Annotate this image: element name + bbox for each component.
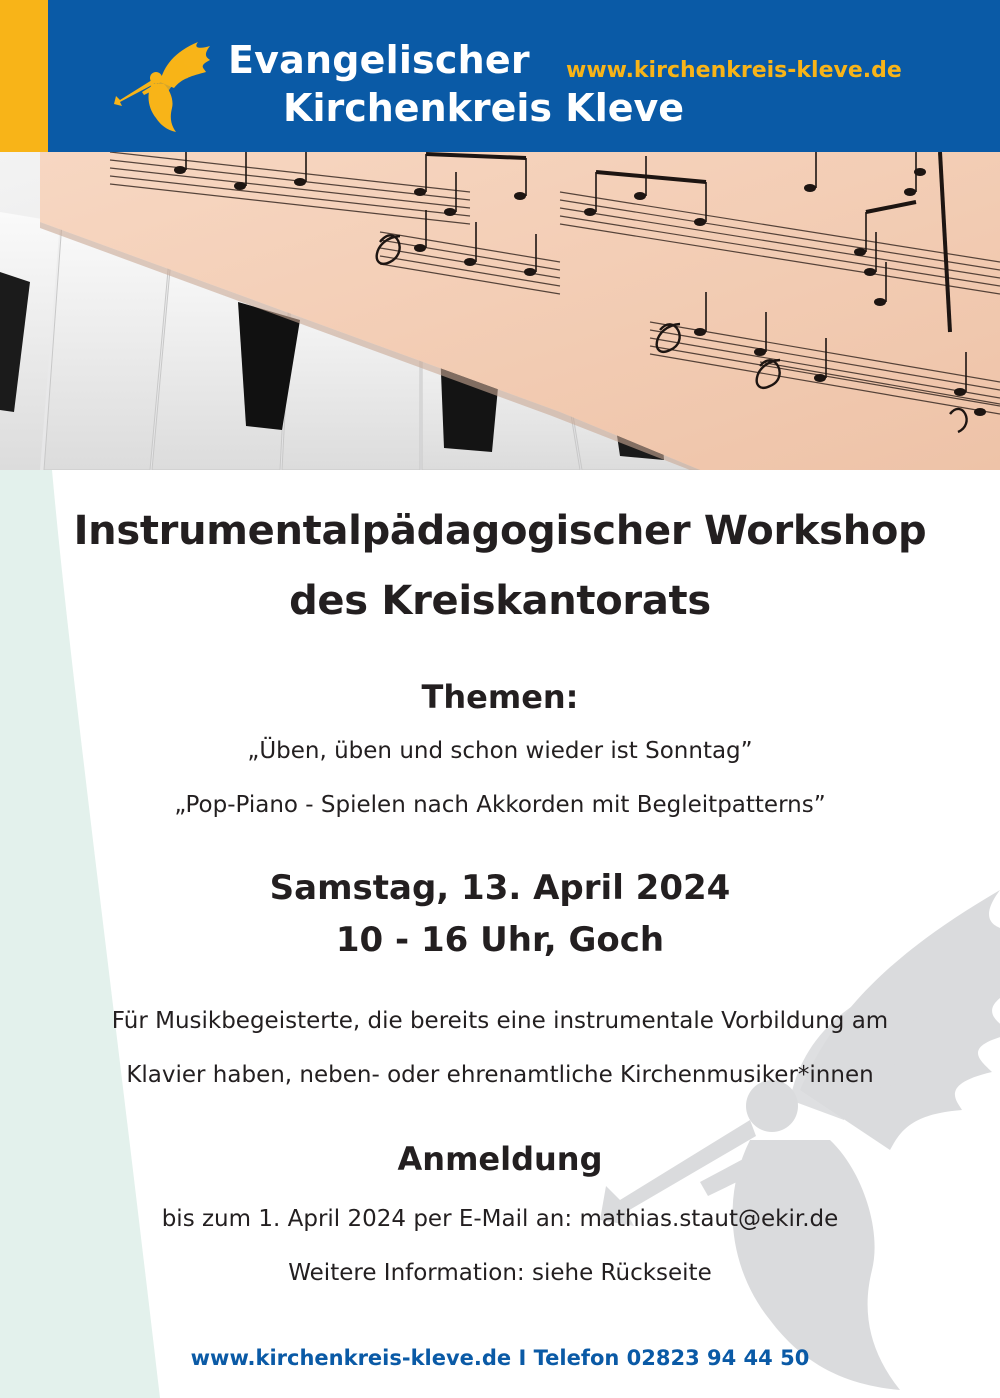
sheet-music-photo	[0, 152, 1000, 470]
audience-text-line2: Klavier haben, neben- oder ehrenamtliche Kirchenmusiker*innen	[126, 1062, 874, 1088]
header-banner	[0, 0, 1000, 152]
workshop-title-line1: Instrumentalpädagogischer Workshop	[73, 508, 927, 554]
more-info-line: Weitere Information: siehe Rückseite	[288, 1260, 712, 1286]
anmeldung-heading: Anmeldung	[397, 1140, 603, 1178]
flyer-content	[0, 470, 1000, 1398]
themen-heading: Themen:	[421, 678, 579, 716]
registration-email-line: bis zum 1. April 2024 per E-Mail an: mathias.staut@ekir.de	[161, 1206, 839, 1232]
header-website-link[interactable]: www.kirchenkreis-kleve.de	[566, 58, 902, 83]
event-date: Samstag, 13. April 2024	[269, 868, 731, 908]
org-name-line2: Kirchenkreis Kleve	[283, 86, 685, 130]
workshop-title-line2: des Kreiskantorats	[289, 578, 711, 624]
event-time-place: 10 - 16 Uhr, Goch	[335, 920, 665, 960]
yellow-accent-strip	[0, 0, 48, 152]
topic-item-2: „Pop-Piano - Spielen nach Akkorden mit Begleitpatterns”	[174, 792, 826, 818]
org-name-line1: Evangelischer	[228, 38, 530, 82]
angel-trumpet-icon	[112, 38, 212, 134]
footer-contact[interactable]: www.kirchenkreis-kleve.de I Telefon 02823 94 44 50	[190, 1346, 810, 1370]
audience-text-line1: Für Musikbegeisterte, die bereits eine instrumentale Vorbildung am	[111, 1008, 889, 1034]
topic-item-1: „Üben, üben und schon wieder ist Sonntag”	[247, 738, 753, 764]
